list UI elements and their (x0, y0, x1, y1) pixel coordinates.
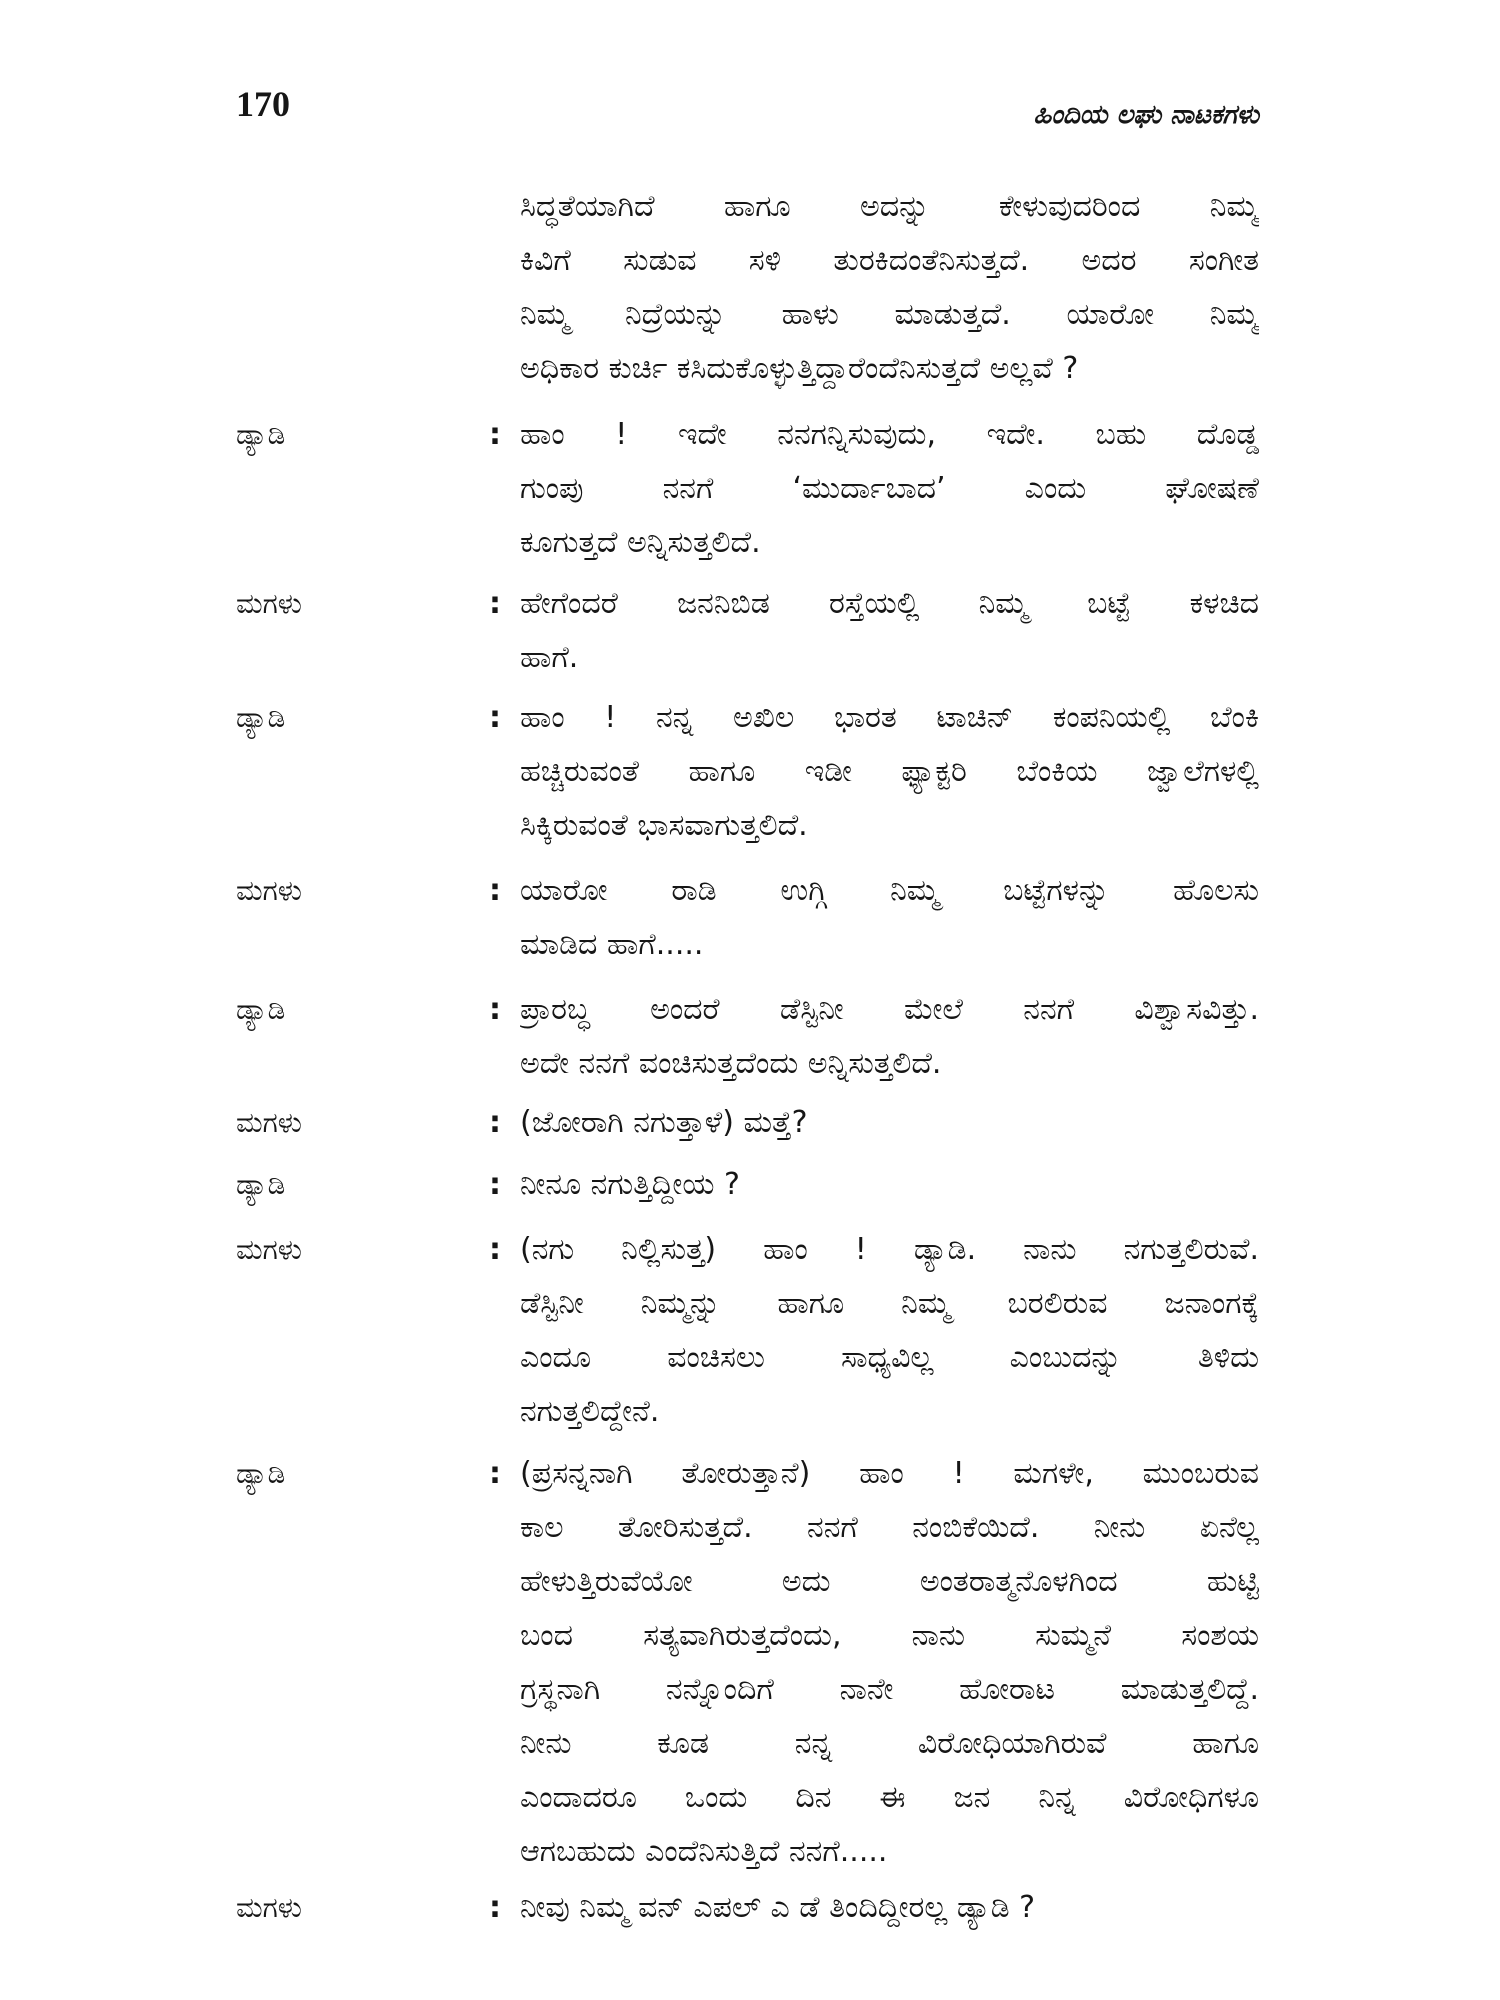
speaker-separator: : (489, 700, 501, 735)
dialogue-line: ಗುಂಪು ನನಗೆ ‘ಮುರ್ದಾಬಾದ’ ಎಂದು ಘೋಷಣೆ (520, 471, 1259, 506)
speaker-separator: : (489, 873, 501, 908)
page-number: 170 (236, 84, 290, 124)
dialogue-line: ನೀವು ನಿಮ್ಮ ವನ್ ಎಪಲ್ ಎ ಡೆ ತಿಂದಿದ್ದೀರಲ್ಲ ಡ್ಯಾಡಿ ? (520, 1890, 1036, 1925)
speaker-name: ಮಗಳು (236, 1106, 302, 1139)
dialogue-line: ನೀನೂ ನಗುತ್ತಿದ್ದೀಯ ? (520, 1167, 740, 1202)
dialogue-line: (ನಗು ನಿಲ್ಲಿಸುತ್ತ) ಹಾಂ ! ಡ್ಯಾಡಿ. ನಾನು ನಗುತ್ತಲಿರುವೆ. (520, 1232, 1259, 1267)
dialogue-line: ಬಂದ ಸತ್ಯವಾಗಿರುತ್ತದೆಂದು, ನಾನು ಸುಮ್ಮನೆ ಸಂಶಯ (520, 1618, 1259, 1653)
speaker-separator: : (489, 1167, 501, 1202)
dialogue-line: ಹಾಗೆ. (520, 640, 579, 675)
dialogue-text (520, 1223, 1259, 1439)
dialogue-line: ಹಾಂ ! ನನ್ನ ಅಖಿಲ ಭಾರತ ಟಾಚಿನ್ ಕಂಪನಿಯಲ್ಲಿ ಬೆಂಕಿ (520, 700, 1259, 735)
speaker-name: ಮಗಳು (236, 1233, 302, 1266)
speaker-separator: : (489, 1105, 501, 1140)
dialogue-line: ನಗುತ್ತಲಿದ್ದೇನೆ. (520, 1394, 660, 1429)
speaker-separator: : (489, 417, 501, 452)
dialogue-line: ಕೂಗುತ್ತದೆ ಅನ್ನಿಸುತ್ತಲಿದೆ. (520, 525, 761, 560)
dialogue-line: ಡೆಸ್ಟಿನೀ ನಿಮ್ಮನ್ನು ಹಾಗೂ ನಿಮ್ಮ ಬರಲಿರುವ ಜನಾಂಗಕ್ಕೆ (520, 1286, 1259, 1321)
dialogue-line: ಯಾರೋ ರಾಡಿ ಉಗ್ಗಿ ನಿಮ್ಮ ಬಟ್ಟೆಗಳನ್ನು ಹೊಲಸು (520, 873, 1259, 908)
dialogue-text (520, 1881, 1259, 1935)
dialogue-line: ಮಾಡಿದ ಹಾಗೆ..... (520, 927, 704, 962)
speaker-name: ಡ್ಯಾಡಿ (236, 993, 286, 1026)
dialogue-line: ನಿಮ್ಮ ನಿದ್ರೆಯನ್ನು ಹಾಳು ಮಾಡುತ್ತದೆ. ಯಾರೋ ನಿಮ್ಮ (520, 297, 1259, 332)
speaker-separator: : (489, 1232, 501, 1267)
dialogue-line: ನೀನು ಕೂಡ ನನ್ನ ವಿರೋಧಿಯಾಗಿರುವೆ ಹಾಗೂ (520, 1726, 1259, 1761)
dialogue-text (520, 691, 1259, 853)
dialogue-line: ಪ್ರಾರಬ್ಧ ಅಂದರೆ ಡೆಸ್ಟಿನೀ ಮೇಲೆ ನನಗೆ ವಿಶ್ವಾಸವಿತ್ತು. (520, 992, 1259, 1027)
dialogue-line: ಕಿವಿಗೆ ಸುಡುವ ಸಳಿ ತುರಕಿದಂತೆನಿಸುತ್ತದೆ. ಅದರ ಸಂಗೀತ (520, 243, 1259, 278)
dialogue-text (520, 180, 1259, 396)
dialogue-text (520, 1158, 1259, 1212)
dialogue-line: ಸಿಕ್ಕಿರುವಂತೆ ಭಾಸವಾಗುತ್ತಲಿದೆ. (520, 808, 808, 843)
dialogue-line: ಹೇಗೆಂದರೆ ಜನನಿಬಿಡ ರಸ್ತೆಯಲ್ಲಿ ನಿಮ್ಮ ಬಟ್ಟೆ ಕಳಚಿದ (520, 586, 1259, 621)
speaker-name: ಮಗಳು (236, 874, 302, 907)
dialogue-text (520, 408, 1259, 570)
speaker-name: ಡ್ಯಾಡಿ (236, 701, 286, 734)
dialogue-line: ಎಂದೂ ವಂಚಿಸಲು ಸಾಧ್ಯವಿಲ್ಲ ಎಂಬುದನ್ನು ತಿಳಿದು (520, 1340, 1259, 1375)
dialogue-line: ಹಾಂ ! ಇದೇ ನನಗನ್ನಿಸುವುದು, ಇದೇ. ಬಹು ದೊಡ್ಡ (520, 417, 1259, 452)
dialogue-line: ಕಾಲ ತೋರಿಸುತ್ತದೆ. ನನಗೆ ನಂಬಿಕೆಯಿದೆ. ನೀನು ಏನೆಲ್ಲ (520, 1510, 1259, 1545)
speaker-name: ಡ್ಯಾಡಿ (236, 1168, 286, 1201)
dialogue-text (520, 1096, 1259, 1150)
dialogue-text (520, 1447, 1259, 1879)
speaker-name: ಡ್ಯಾಡಿ (236, 1457, 286, 1490)
dialogue-line: ಅಧಿಕಾರ ಕುರ್ಚಿ ಕಸಿದುಕೊಳ್ಳುತ್ತಿದ್ದಾರೆಂದೆನಿಸುತ್ತದೆ ಅಲ್ಲವೆ ? (520, 351, 1079, 386)
dialogue-line: ಹೇಳುತ್ತಿರುವೆಯೋ ಅದು ಅಂತರಾತ್ಮನೊಳಗಿಂದ ಹುಟ್ಟಿ (520, 1564, 1259, 1599)
dialogue-line: (ಜೋರಾಗಿ ನಗುತ್ತಾಳೆ) ಮತ್ತೆ? (520, 1105, 808, 1140)
speaker-separator: : (489, 1890, 501, 1925)
speaker-name: ಡ್ಯಾಡಿ (236, 418, 286, 451)
dialogue-text (520, 577, 1259, 685)
speaker-separator: : (489, 586, 501, 621)
speaker-separator: : (489, 1456, 501, 1491)
dialogue-line: ಸಿದ್ಧತೆಯಾಗಿದೆ ಹಾಗೂ ಅದನ್ನು ಕೇಳುವುದರಿಂದ ನಿಮ್ಮ (520, 189, 1259, 224)
dialogue-line: ಹಚ್ಚಿರುವಂತೆ ಹಾಗೂ ಇಡೀ ಫ್ಯಾಕ್ಟರಿ ಬೆಂಕಿಯ ಜ್ವಾಲೆಗಳಲ್ಲಿ (520, 754, 1259, 789)
dialogue-line: ಅದೇ ನನಗೆ ವಂಚಿಸುತ್ತದೆಂದು ಅನ್ನಿಸುತ್ತಲಿದೆ. (520, 1046, 942, 1081)
dialogue-text (520, 864, 1259, 972)
dialogue-text (520, 983, 1259, 1091)
speaker-name: ಮಗಳು (236, 587, 302, 620)
dialogue-line: ಎಂದಾದರೂ ಒಂದು ದಿನ ಈ ಜನ ನಿನ್ನ ವಿರೋಧಿಗಳೂ (520, 1780, 1259, 1815)
dialogue-line: ಆಗಬಹುದು ಎಂದೆನಿಸುತ್ತಿದೆ ನನಗೆ..... (520, 1834, 888, 1869)
speaker-name: ಮಗಳು (236, 1891, 302, 1924)
dialogue-line: ಗ್ರಸ್ಥನಾಗಿ ನನ್ನೊಂದಿಗೆ ನಾನೇ ಹೋರಾಟ ಮಾಡುತ್ತಲಿದ್ದೆ. (520, 1672, 1259, 1707)
running-header: ಹಿಂದಿಯ ಲಘು ನಾಟಕಗಳು (1033, 100, 1259, 130)
speaker-separator: : (489, 992, 501, 1027)
dialogue-line: (ಪ್ರಸನ್ನನಾಗಿ ತೋರುತ್ತಾನೆ) ಹಾಂ ! ಮಗಳೇ, ಮುಂಬರುವ (520, 1456, 1259, 1491)
